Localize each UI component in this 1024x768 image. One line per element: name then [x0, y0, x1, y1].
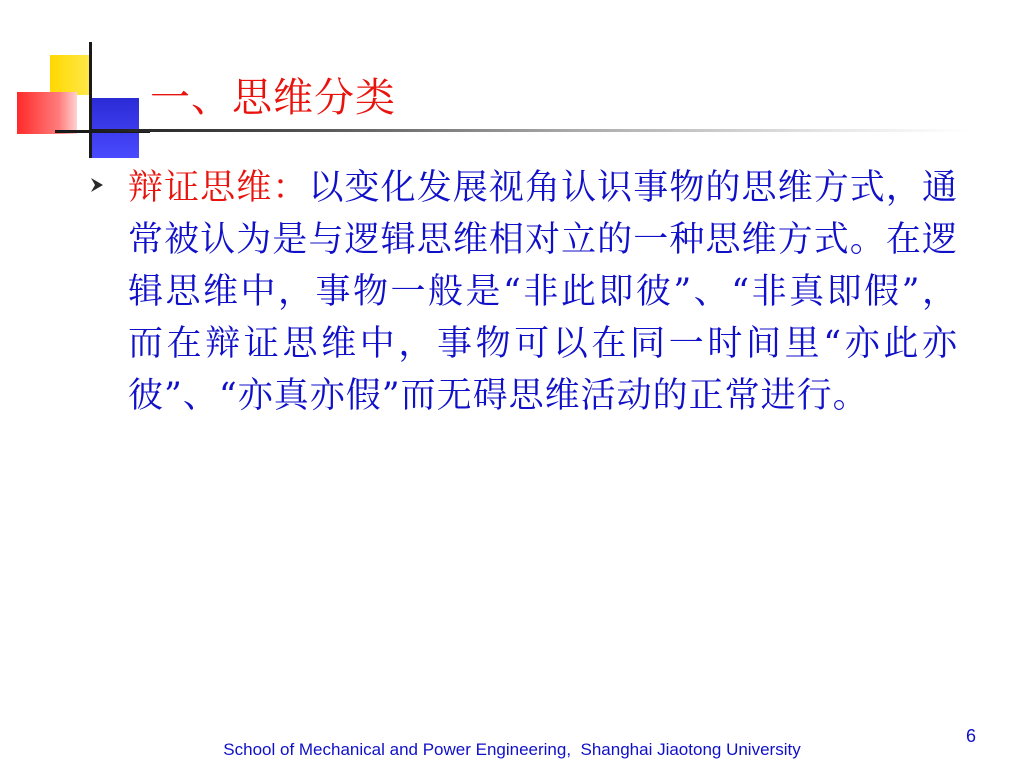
slide-title: 一、思维分类: [150, 75, 396, 121]
bullet-list: [88, 162, 958, 422]
bullet-term: 辩证思维: [128, 168, 273, 208]
logo-red-square: [17, 92, 77, 134]
page-number: 6: [965, 726, 976, 746]
logo-vertical-line: [89, 42, 92, 158]
logo-blue-square: [91, 98, 139, 158]
title-divider: [90, 129, 970, 132]
colored-squares-logo-icon: [0, 0, 160, 170]
bullet-term-separator: ：: [272, 168, 309, 208]
bullet-item: [128, 162, 958, 422]
footer-text: School of Mechanical and Power Engineering, Shanghai Jiaotong University: [223, 740, 801, 759]
bullet-body: 以变化发展视角认识事物的思维方式，通常被认为是与逻辑思维相对立的一种思维方式。在逻辑思维中，事物一般是“非此即彼”、“非真即假”，而在辩证思维中，事物可以在同一时间里“亦此亦彼”、“亦真亦假”而无碍思维活动的正常进行。: [128, 168, 958, 416]
logo-yellow-square: [50, 55, 90, 95]
arrowhead-bullet-icon: [88, 176, 106, 194]
